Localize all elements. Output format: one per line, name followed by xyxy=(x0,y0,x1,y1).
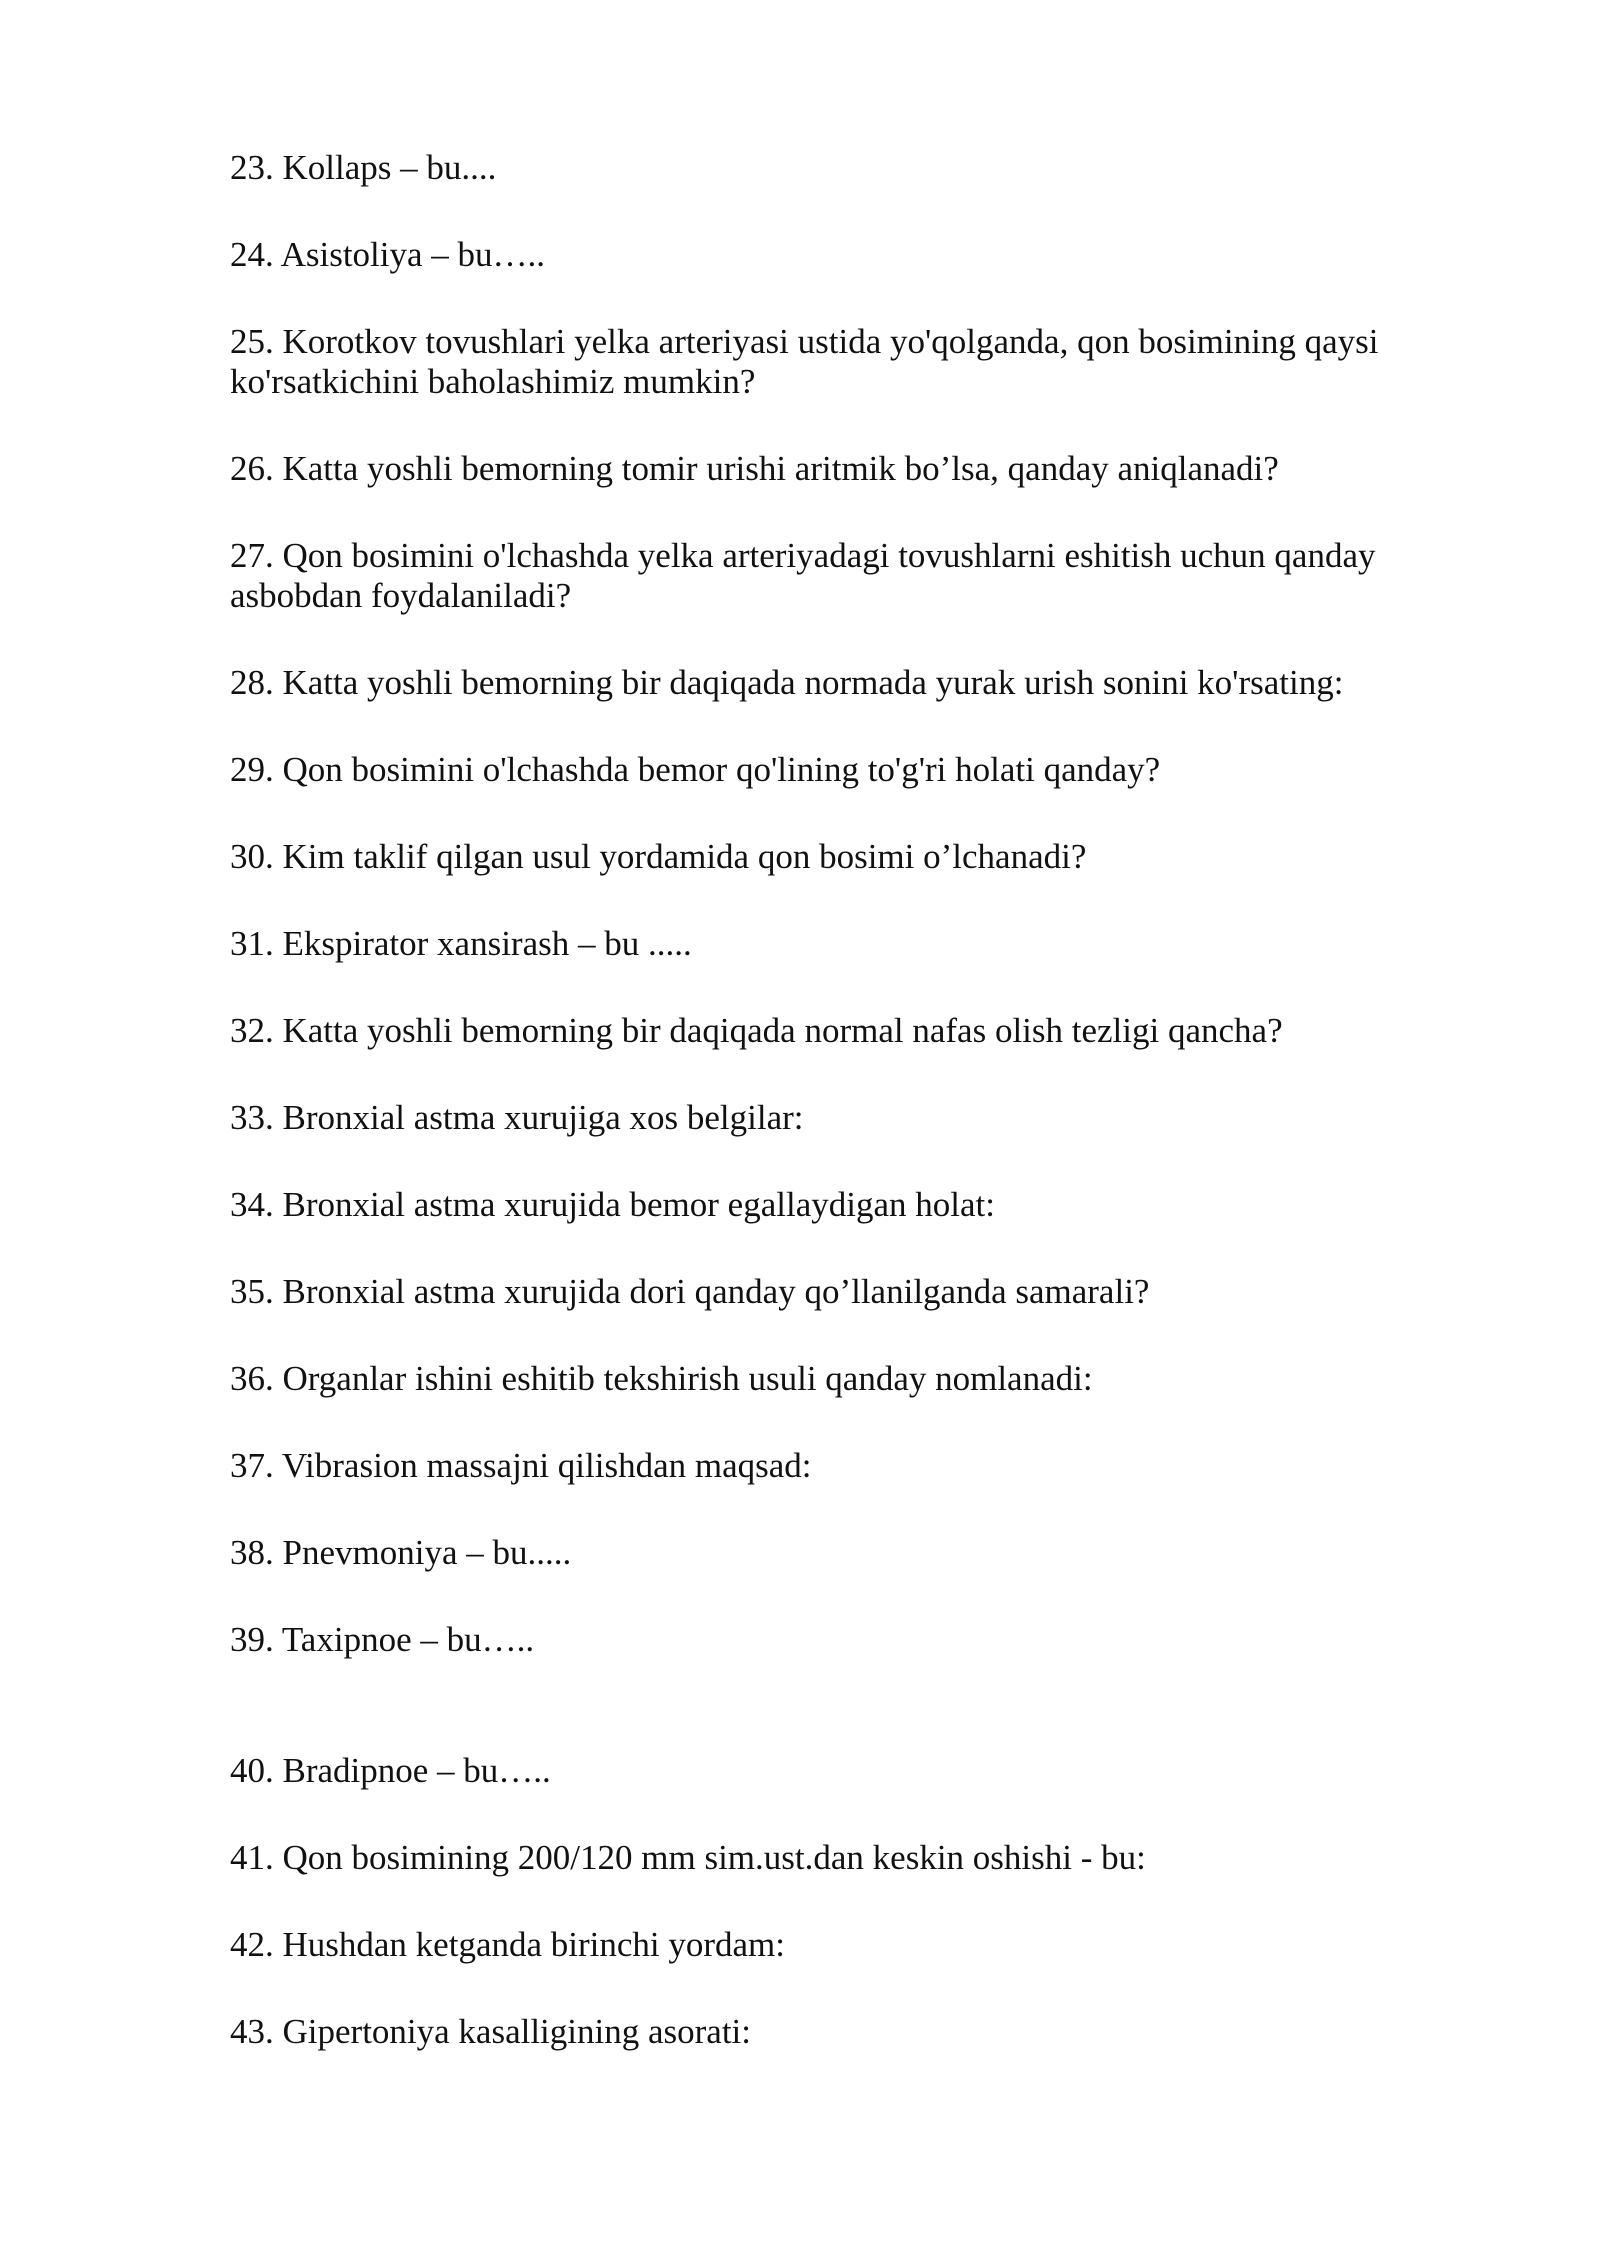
question-text: Kollaps – bu.... xyxy=(282,148,497,187)
question-text: Ekspirator xansirash – bu ..... xyxy=(282,924,692,963)
question-item xyxy=(230,1533,1480,1573)
question-number: 24. xyxy=(230,235,274,274)
question-text: Bronxial astma xurujiga xos belgilar: xyxy=(282,1098,804,1137)
question-item xyxy=(230,322,1480,402)
question-text: Gipertoniya kasalligining asorati: xyxy=(282,2012,752,2051)
question-text: Organlar ishini eshitib tekshirish usuli qanday nomlanadi: xyxy=(282,1359,1093,1398)
question-number: 33. xyxy=(230,1098,274,1137)
question-text: Taxipnoe – bu….. xyxy=(281,1620,535,1659)
question-number: 27. xyxy=(230,536,274,575)
question-item xyxy=(230,148,1480,188)
question-item xyxy=(230,1446,1480,1486)
question-number: 40. xyxy=(230,1751,274,1790)
question-number: 39. xyxy=(230,1620,274,1659)
question-number: 32. xyxy=(230,1011,274,1050)
question-item xyxy=(230,1838,1480,1878)
question-number: 29. xyxy=(230,750,274,789)
question-number: 23. xyxy=(230,148,274,187)
question-item xyxy=(230,235,1480,275)
question-text: Qon bosimini o'lchashda bemor qo'lining to'g'ri holati qanday? xyxy=(282,750,1161,789)
question-number: 43. xyxy=(230,2012,274,2051)
question-item xyxy=(230,1185,1480,1225)
question-item xyxy=(230,1359,1480,1399)
question-item xyxy=(230,1751,1480,1791)
question-text: Bronxial astma xurujida bemor egallaydigan holat: xyxy=(282,1185,995,1224)
question-number: 26. xyxy=(230,449,274,488)
question-text: Asistoliya – bu….. xyxy=(280,235,546,274)
question-item xyxy=(230,536,1480,616)
question-number: 35. xyxy=(230,1272,274,1311)
question-number: 25. xyxy=(230,322,274,361)
question-item xyxy=(230,663,1480,703)
question-number: 28. xyxy=(230,663,274,702)
question-item xyxy=(230,1272,1480,1312)
question-item xyxy=(230,750,1480,790)
question-text: Katta yoshli bemorning tomir urishi aritmik bo’lsa, qanday aniqlanadi? xyxy=(282,449,1279,488)
question-number: 30. xyxy=(230,837,274,876)
question-number: 36. xyxy=(230,1359,274,1398)
question-number: 42. xyxy=(230,1925,274,1964)
question-text: Bradipnoe – bu….. xyxy=(282,1751,551,1790)
question-text: Pnevmoniya – bu..... xyxy=(282,1533,572,1572)
question-text: Korotkov tovushlari yelka arteriyasi ustida yo'qolganda, qon bosimining qaysi ko'rsatkichini baholashimiz mumkin? xyxy=(230,322,1379,401)
question-item xyxy=(230,924,1480,964)
question-item xyxy=(230,1620,1480,1660)
question-text: Katta yoshli bemorning bir daqiqada normal nafas olish tezligi qancha? xyxy=(282,1011,1283,1050)
question-text: Kim taklif qilgan usul yordamida qon bosimi o’lchanadi? xyxy=(282,837,1087,876)
question-item xyxy=(230,1011,1480,1051)
question-text: Qon bosimini o'lchashda yelka arteriyadagi tovushlarni eshitish uchun qanday asbobdan foydalaniladi? xyxy=(230,536,1376,615)
question-number: 37. xyxy=(230,1446,274,1485)
question-list xyxy=(230,148,1480,2099)
question-text: Vibrasion massajni qilishdan maqsad: xyxy=(281,1446,812,1485)
question-text: Qon bosimining 200/120 mm sim.ust.dan keskin oshishi - bu: xyxy=(282,1838,1146,1877)
question-number: 38. xyxy=(230,1533,274,1572)
question-number: 31. xyxy=(230,924,274,963)
question-item xyxy=(230,1925,1480,1965)
question-text: Bronxial astma xurujida dori qanday qo’llanilganda samarali? xyxy=(282,1272,1150,1311)
question-text: Katta yoshli bemorning bir daqiqada normada yurak urish sonini ko'rsating: xyxy=(282,663,1344,702)
question-text: Hushdan ketganda birinchi yordam: xyxy=(282,1925,786,1964)
question-number: 41. xyxy=(230,1838,274,1877)
question-item xyxy=(230,2012,1480,2052)
question-number: 34. xyxy=(230,1185,274,1224)
question-item xyxy=(230,449,1480,489)
question-item xyxy=(230,837,1480,877)
question-item xyxy=(230,1098,1480,1138)
